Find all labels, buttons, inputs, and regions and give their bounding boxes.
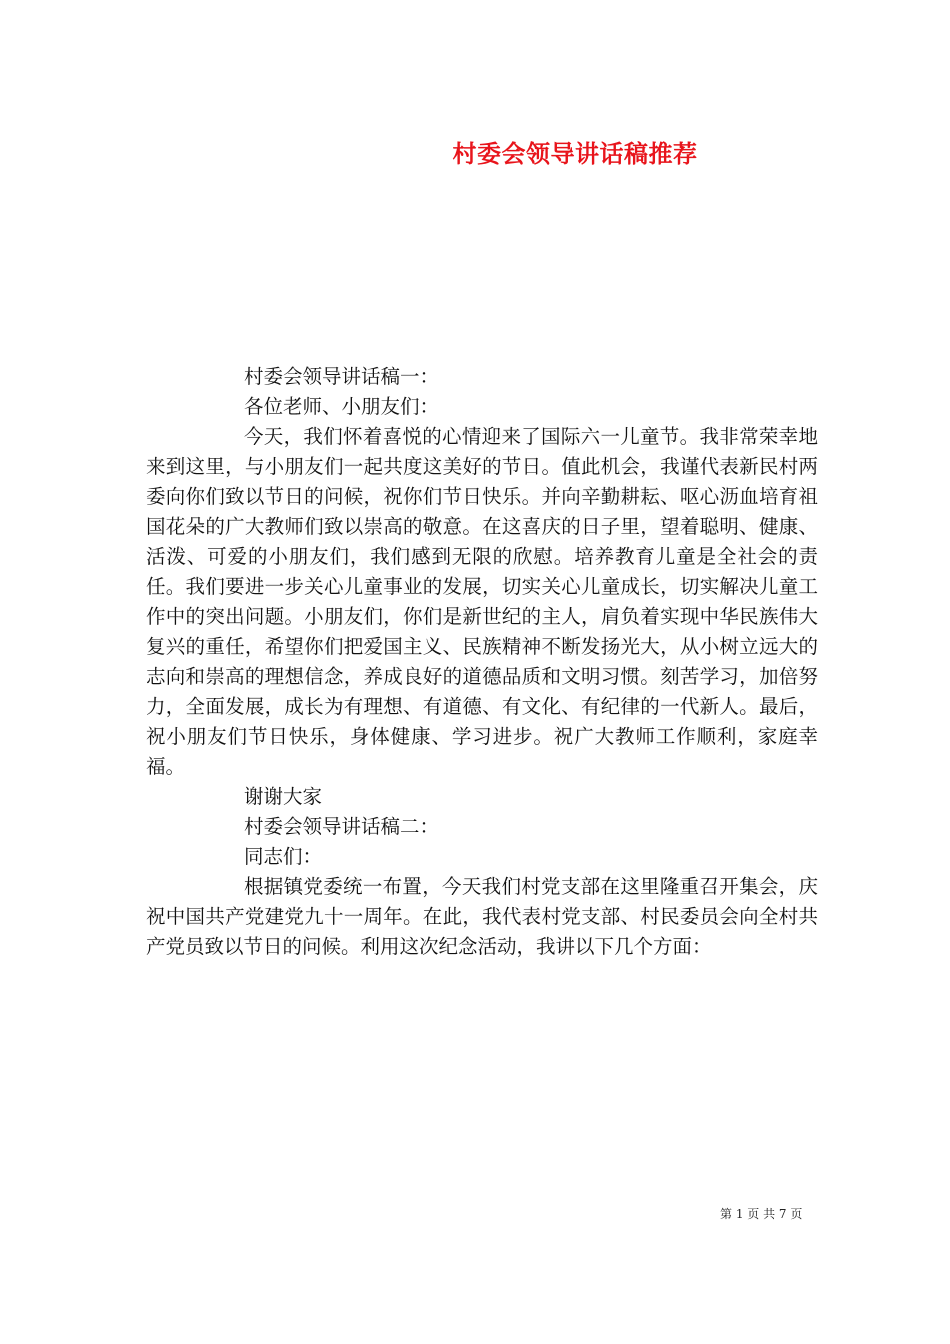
page-number: 第 1 页 共 7 页 xyxy=(720,1207,803,1221)
section-heading-two: 村委会领导讲话稿二： xyxy=(244,815,440,838)
document-body xyxy=(146,362,818,962)
closing-thanks: 谢谢大家 xyxy=(244,785,323,808)
body-paragraph-two: 根据镇党委统一布置，今天我们村党支部在这里隆重召开集会，庆祝中国共产党建党九十一周年。在此，我代表村党支部、村民委员会向全村共产党员致以节日的问候。利用这次纪念活动，我讲以下几个方面： xyxy=(146,875,818,958)
salutation-one: 各位老师、小朋友们： xyxy=(244,395,440,418)
salutation-two: 同志们： xyxy=(244,845,323,868)
document-title: 村委会领导讲话稿推荐 xyxy=(452,139,698,168)
section-heading-one: 村委会领导讲话稿一： xyxy=(244,365,440,388)
body-paragraph-one: 今天，我们怀着喜悦的心情迎来了国际六一儿童节。我非常荣幸地来到这里，与小朋友们一起共度这美好的节日。值此机会，我谨代表新民村两委向你们致以节日的问候，祝你们节日快乐。并向辛勤耕耘、呕心沥血培育祖国花朵的广大教师们致以崇高的敬意。在这喜庆的日子里，望着聪明、健康、活泼、可爱的小朋友们，我们感到无限的欣慰。培养教育儿童是全社会的责任。我们要进一步关心儿童事业的发展，切实关心儿童成长，切实解决儿童工作中的突出问题。小朋友们，你们是新世纪的主人，肩负着实现中华民族伟大复兴的重任，希望你们把爱国主义、民族精神不断发扬光大，从小树立远大的志向和崇高的理想信念，养成良好的道德品质和文明习惯。刻苦学习，加倍努力，全面发展，成长为有理想、有道德、有文化、有纪律的一代新人。最后，祝小朋友们节日快乐，身体健康、学习进步。祝广大教师工作顺利，家庭幸福。 xyxy=(146,425,818,778)
